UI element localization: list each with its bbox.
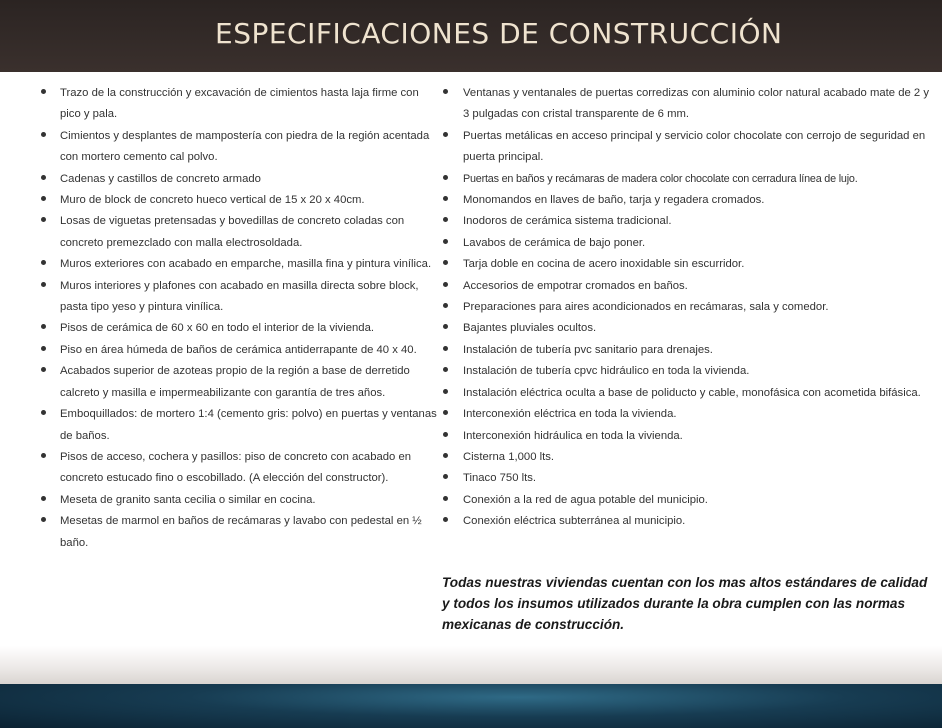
list-item [442, 404, 937, 425]
list-item-text: Cimientos y desplantes de mampostería con piedra de la región acentada con mortero cemento cal polvo. [60, 129, 430, 164]
list-item [442, 254, 937, 275]
list-item [442, 318, 937, 339]
list-item-text: Acabados superior de azoteas propio de la región a base de derretido calcreto y masilla e impermeabilizante con garantía de tres años. [60, 365, 410, 399]
list-item [442, 297, 937, 318]
list-item-text: Tarja doble en cocina de acero inoxidable sin escurridor. [463, 258, 745, 271]
list-item-text: Pisos de acceso, cochera y pasillos: piso de concreto con acabado en concreto estucado fino o escobillado. (A elección del constructor). [60, 450, 412, 485]
list-item-text: Interconexión eléctrica en toda la vivienda. [463, 408, 677, 421]
list-item-text: Muro de block de concreto hueco vertical de 15 x 20 x 40cm. [60, 194, 365, 207]
list-item-text: Conexión eléctrica subterránea al municipio. [463, 515, 686, 528]
list-item-text: Accesorios de empotrar cromados en baños. [463, 279, 688, 292]
list-item [40, 404, 440, 447]
list-item [40, 340, 440, 361]
list-item-text: Mesetas de marmol en baños de recámaras y lavabo con pedestal en ½ baño. [60, 515, 422, 549]
list-item-text: Tinaco 750 lts. [463, 472, 537, 485]
list-item [442, 233, 937, 254]
list-item [40, 361, 440, 404]
list-item [40, 490, 440, 511]
list-item-text: Instalación de tubería cpvc hidráulico en toda la vivienda. [463, 365, 750, 378]
list-item-text: Cisterna 1,000 lts. [463, 450, 555, 463]
list-item-text: Piso en área húmeda de baños de cerámica antiderrapante de 40 x 40. [60, 343, 417, 356]
list-item [40, 447, 440, 490]
list-item [442, 211, 937, 232]
list-item-text: Meseta de granito santa cecilia o similar en cocina. [60, 493, 316, 506]
list-item [40, 276, 440, 319]
list-item-text: Interconexión hidráulica en toda la vivienda. [463, 429, 683, 442]
divider-shadow [0, 646, 942, 686]
list-item [442, 340, 937, 361]
list-item [40, 254, 440, 275]
list-item-text: Puertas metálicas en acceso principal y servicio color chocolate con cerrojo de seguridad en puerta principal. [463, 129, 926, 164]
list-item [442, 490, 937, 511]
list-item-text: Inodoros de cerámica sistema tradicional. [463, 215, 672, 228]
list-item-text: Pisos de cerámica de 60 x 60 en todo el interior de la vivienda. [60, 322, 374, 335]
right-spec-list [442, 83, 937, 533]
list-item [442, 126, 937, 169]
page-title: ESPECIFICACIONES DE CONSTRUCCIÓN [215, 17, 783, 50]
list-item [442, 190, 937, 211]
list-item [40, 511, 440, 554]
list-item [40, 126, 440, 169]
list-item [40, 83, 440, 126]
list-item [442, 361, 937, 382]
list-item [40, 169, 440, 190]
header-bar [0, 0, 942, 72]
list-item-text: Lavabos de cerámica de bajo poner. [463, 236, 646, 249]
quality-note: Todas nuestras viviendas cuentan con los mas altos estándares de calidad y todos los insumos utilizados durante la obra cumplen con las normas mexicanas de construcción. [442, 575, 928, 632]
list-item [442, 83, 937, 126]
list-item-text: Instalación de tubería pvc sanitario para drenajes. [463, 343, 713, 356]
list-item [442, 468, 937, 489]
list-item-text: Bajantes pluviales ocultos. [463, 322, 597, 335]
list-item [442, 169, 937, 190]
list-item-text: Ventanas y ventanales de puertas corredizas con aluminio color natural acabado mate de 2 y 3 pulgadas con cristal transparente de 6 mm. [463, 87, 929, 121]
list-item-text: Instalación eléctrica oculta a base de poliducto y cable, monofásica con acometida bifásica. [463, 386, 921, 399]
list-item [442, 276, 937, 297]
list-item-text: Preparaciones para aires acondicionados en recámaras, sala y comedor. [463, 301, 829, 314]
list-item [442, 383, 937, 404]
list-item [442, 511, 937, 532]
list-item [40, 190, 440, 211]
list-item-text: Trazo de la construcción y excavación de cimientos hasta laja firme con pico y pala. [60, 87, 419, 121]
list-item [40, 211, 440, 254]
list-item [40, 318, 440, 339]
list-item-text: Muros exteriores con acabado en emparche, masilla fina y pintura vinílica. [60, 258, 432, 271]
list-item-text: Muros interiores y plafones con acabado en masilla directa sobre block, pasta tipo yeso y pintura vinílica. [60, 279, 419, 314]
list-item-text: Losas de viguetas pretensadas y bovedillas de concreto coladas con concreto premezclado con malla electrosoldada. [60, 215, 405, 249]
list-item-text: Puertas en baños y recámaras de madera color chocolate con cerradura línea de lujo. [463, 172, 858, 185]
list-item-text: Emboquillados: de mortero 1:4 (cemento gris: polvo) en puertas y ventanas de baños. [60, 408, 437, 442]
list-item [442, 426, 937, 447]
bottom-band [0, 684, 942, 728]
list-item-text: Cadenas y castillos de concreto armado [60, 172, 261, 185]
list-item-text: Monomandos en llaves de baño, tarja y regadera cromados. [463, 194, 765, 207]
left-spec-list [40, 83, 440, 554]
list-item [442, 447, 937, 468]
list-item-text: Conexión a la red de agua potable del municipio. [463, 493, 708, 506]
